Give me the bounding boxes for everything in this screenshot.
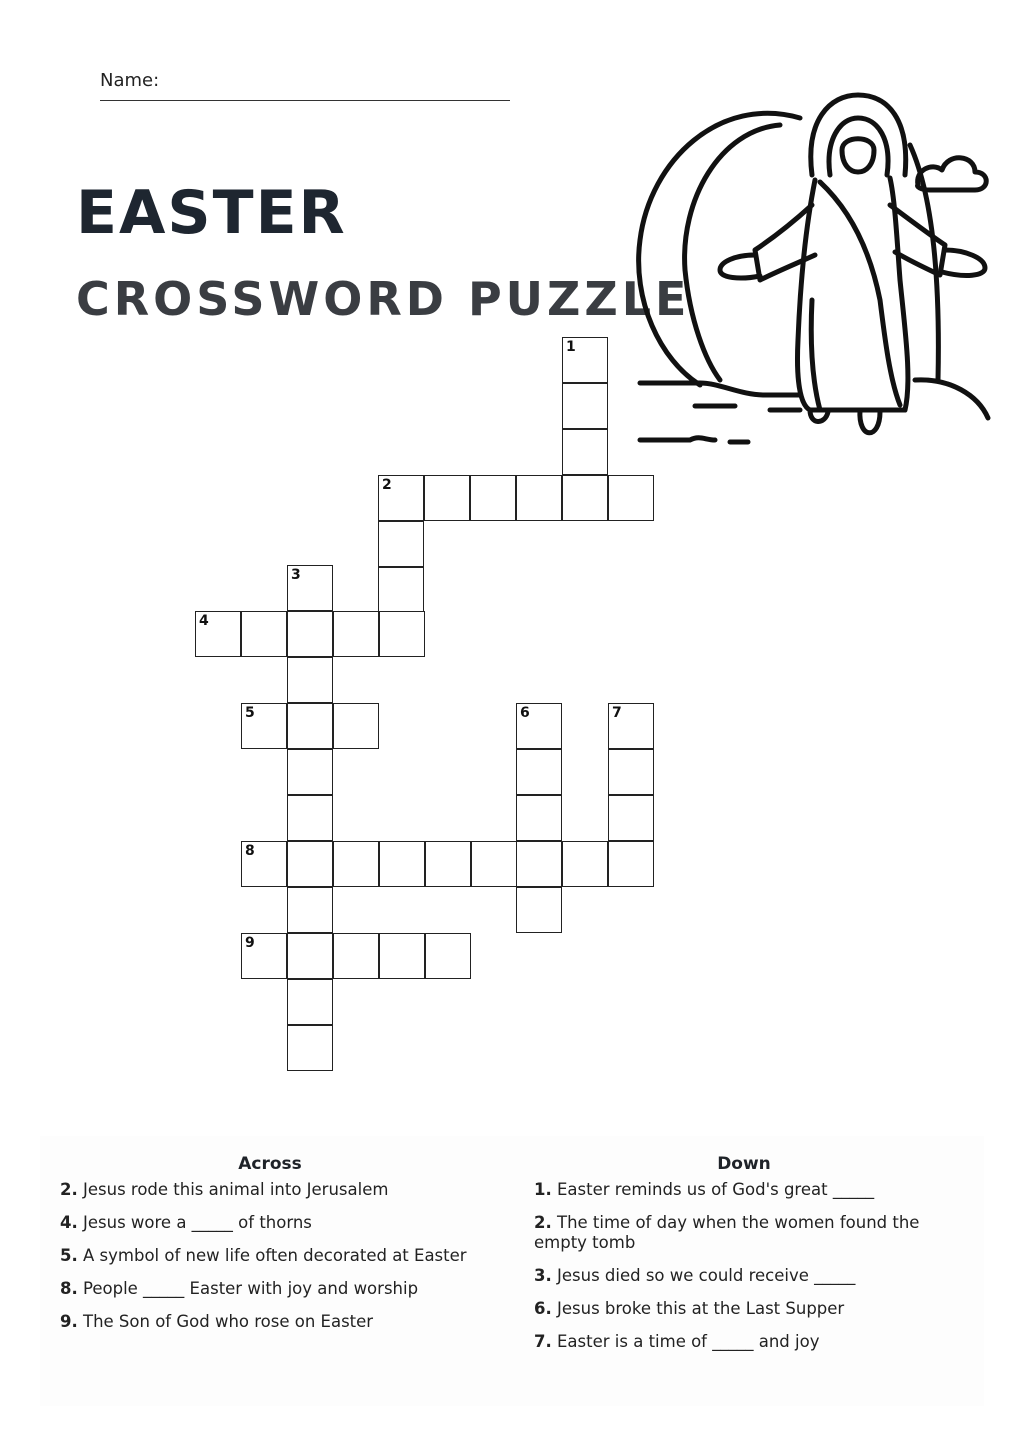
- grid-cell[interactable]: [287, 611, 333, 657]
- grid-cell[interactable]: [562, 429, 608, 475]
- grid-cell[interactable]: [425, 933, 471, 979]
- grid-cell[interactable]: [195, 611, 241, 657]
- page-subtitle: CROSSWORD PUZZLE: [76, 272, 691, 326]
- clue-number: 8: [245, 843, 255, 859]
- clue-num: 2.: [60, 1180, 78, 1199]
- clue-text: A symbol of new life often decorated at Easter: [83, 1246, 467, 1265]
- grid-cell[interactable]: [287, 933, 333, 979]
- clue-num: 7.: [534, 1332, 552, 1351]
- grid-cell[interactable]: [379, 611, 425, 657]
- grid-cell[interactable]: [562, 475, 608, 521]
- clue-item: [534, 1180, 954, 1200]
- clue-number: 5: [245, 705, 255, 721]
- grid-cell[interactable]: [287, 1025, 333, 1071]
- grid-cell[interactable]: [562, 841, 608, 887]
- grid-cell[interactable]: [333, 703, 379, 749]
- across-heading: Across: [238, 1154, 302, 1174]
- grid-cell[interactable]: [516, 749, 562, 795]
- grid-cell[interactable]: [241, 703, 287, 749]
- clue-num: 2.: [534, 1213, 552, 1232]
- clue-text: The time of day when the women found the empty tomb: [534, 1213, 920, 1252]
- grid-cell[interactable]: [562, 337, 608, 383]
- clue-number: 9: [245, 935, 255, 951]
- grid-cell[interactable]: [287, 979, 333, 1025]
- clue-item: [534, 1213, 954, 1253]
- clue-item: [534, 1266, 954, 1286]
- grid-cell[interactable]: [333, 933, 379, 979]
- grid-cell[interactable]: [516, 795, 562, 841]
- grid-cell[interactable]: [379, 933, 425, 979]
- grid-cell[interactable]: [608, 475, 654, 521]
- grid-cell[interactable]: [425, 841, 471, 887]
- grid-cell[interactable]: [378, 567, 424, 613]
- clue-panel: [40, 1136, 984, 1406]
- clue-text: Jesus broke this at the Last Supper: [557, 1299, 845, 1318]
- grid-cell[interactable]: [241, 933, 287, 979]
- clue-number: 1: [566, 339, 576, 355]
- clue-text: Jesus died so we could receive _____: [557, 1266, 856, 1285]
- grid-cell[interactable]: [287, 657, 333, 703]
- clue-number: 7: [612, 705, 622, 721]
- grid-cell[interactable]: [471, 841, 517, 887]
- grid-cell[interactable]: [287, 749, 333, 795]
- grid-cell[interactable]: [333, 841, 379, 887]
- clue-item: [534, 1332, 954, 1352]
- grid-cell[interactable]: [379, 841, 425, 887]
- clue-num: 1.: [534, 1180, 552, 1199]
- grid-cell[interactable]: [378, 475, 424, 521]
- page-title: EASTER: [76, 178, 347, 248]
- grid-cell[interactable]: [608, 841, 654, 887]
- clue-item: [60, 1213, 480, 1233]
- name-label: Name:: [100, 70, 160, 91]
- clue-number: 2: [382, 477, 392, 493]
- grid-cell[interactable]: [608, 703, 654, 749]
- grid-cell[interactable]: [287, 795, 333, 841]
- grid-cell[interactable]: [333, 611, 379, 657]
- clue-text: Jesus rode this animal into Jerusalem: [83, 1180, 389, 1199]
- clue-text: Jesus wore a _____ of thorns: [83, 1213, 312, 1232]
- clue-item: [60, 1312, 480, 1332]
- grid-cell[interactable]: [516, 887, 562, 933]
- clue-text: Easter is a time of _____ and joy: [557, 1332, 820, 1351]
- grid-cell[interactable]: [287, 565, 333, 611]
- clue-text: Easter reminds us of God's great _____: [557, 1180, 875, 1199]
- clue-text: The Son of God who rose on Easter: [83, 1312, 374, 1331]
- grid-cell[interactable]: [424, 475, 470, 521]
- clue-number: 3: [291, 567, 301, 583]
- across-clues: [60, 1154, 480, 1345]
- clue-item: [60, 1279, 480, 1299]
- grid-cell[interactable]: [516, 703, 562, 749]
- grid-cell[interactable]: [378, 521, 424, 567]
- grid-cell[interactable]: [287, 887, 333, 933]
- grid-cell[interactable]: [287, 703, 333, 749]
- grid-cell[interactable]: [608, 749, 654, 795]
- grid-cell[interactable]: [470, 475, 516, 521]
- down-clues: [534, 1154, 954, 1365]
- grid-cell[interactable]: [608, 795, 654, 841]
- clue-num: 5.: [60, 1246, 78, 1265]
- clue-num: 3.: [534, 1266, 552, 1285]
- grid-cell[interactable]: [516, 841, 562, 887]
- grid-cell[interactable]: [562, 383, 608, 429]
- grid-cell[interactable]: [287, 841, 333, 887]
- clue-num: 8.: [60, 1279, 78, 1298]
- clue-number: 4: [199, 613, 209, 629]
- grid-cell[interactable]: [241, 611, 287, 657]
- clue-item: [534, 1299, 954, 1319]
- clue-text: People _____ Easter with joy and worship: [83, 1279, 419, 1298]
- clue-num: 4.: [60, 1213, 78, 1232]
- grid-cell[interactable]: [241, 841, 287, 887]
- grid-cell[interactable]: [516, 475, 562, 521]
- clue-num: 9.: [60, 1312, 78, 1331]
- clue-item: [60, 1246, 480, 1266]
- clue-number: 6: [520, 705, 530, 721]
- clue-item: [60, 1180, 480, 1200]
- clue-num: 6.: [534, 1299, 552, 1318]
- down-heading: Down: [717, 1154, 771, 1174]
